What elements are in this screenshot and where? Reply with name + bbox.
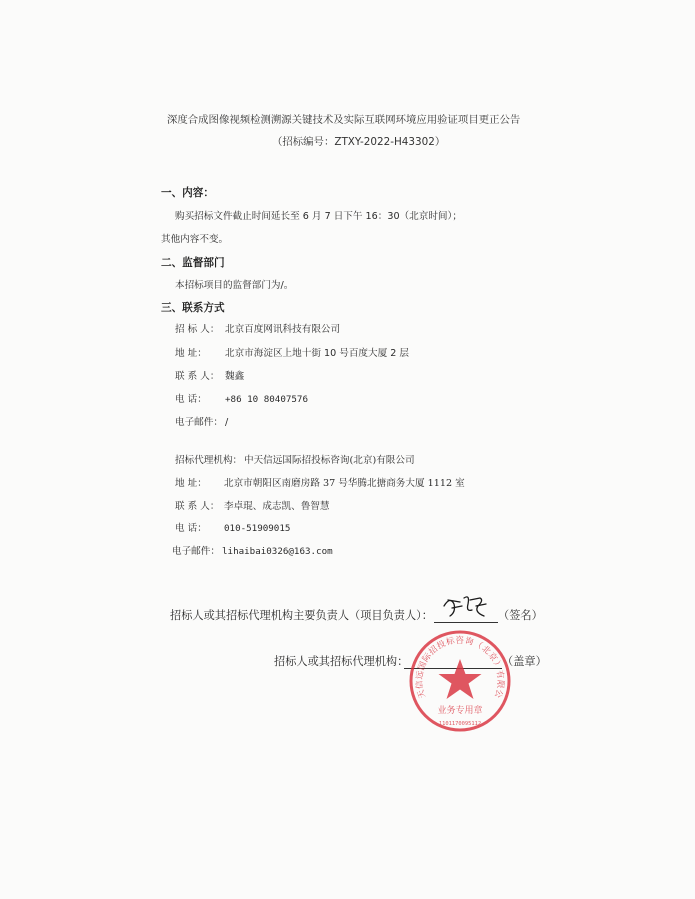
signature-line2-label: 招标人或其招标代理机构： <box>274 655 409 668</box>
tenderer-contact: 魏鑫 <box>225 371 245 382</box>
signature-line1-label: 招标人或其招标代理机构主要负责人（项目负责人）： <box>170 609 433 622</box>
document-title: 深度合成图像视频检测溯源关键技术及实际互联网环境应用验证项目更正公告 <box>167 114 521 126</box>
svg-text:中天信远国际招投标咨询（北京）有限公司: 中天信远国际招投标咨询（北京）有限公司 <box>403 621 507 700</box>
tenderer-contact-label: 联 系 人： <box>175 371 220 382</box>
agency-contact-label: 联 系 人： <box>175 501 220 512</box>
section1-heading: 一、内容： <box>161 187 214 199</box>
tenderer-phone-label: 电 话： <box>175 394 207 405</box>
tenderer-address-label: 地 址： <box>175 348 207 359</box>
tenderer-email-label: 电子邮件： <box>175 417 223 428</box>
agency-phone: 010-51909015 <box>224 523 291 534</box>
tenderer-email: / <box>225 417 229 428</box>
section1-line1: 购买招标文件截止时间延长至 6 月 7 日下午 16：30（北京时间）； <box>175 211 462 222</box>
signature-line1-suffix: （签名） <box>498 609 543 622</box>
section1-line2: 其他内容不变。 <box>161 234 229 245</box>
agency-email: lihaibai0326@163.com <box>222 546 333 557</box>
section2-heading: 二、监督部门 <box>161 257 225 269</box>
svg-text:1101170095112: 1101170095112 <box>438 721 482 727</box>
tenderer-name: 北京百度网讯科技有限公司 <box>225 324 341 335</box>
section3-heading: 三、联系方式 <box>161 302 225 314</box>
handwritten-signature <box>440 592 490 624</box>
agency-name: 中天信远国际招投标咨询(北京)有限公司 <box>244 455 415 466</box>
svg-text:业务专用章: 业务专用章 <box>437 706 483 716</box>
tenderer-name-label: 招 标 人： <box>175 324 220 335</box>
tenderer-address: 北京市海淀区上地十街 10 号百度大厦 2 层 <box>225 348 410 359</box>
agency-address: 北京市朝阳区南磨房路 37 号华腾北搪商务大厦 1112 室 <box>224 478 465 489</box>
tender-number: （招标编号：ZTXY-2022-H43302） <box>272 136 446 148</box>
agency-phone-label: 电 话： <box>175 523 207 534</box>
tenderer-phone: +86 10 80407576 <box>225 394 308 405</box>
agency-name-label: 招标代理机构： <box>175 455 243 466</box>
section2-line1: 本招标项目的监督部门为/。 <box>175 280 294 291</box>
agency-email-label: 电子邮件： <box>172 546 220 557</box>
agency-address-label: 地 址： <box>175 478 207 489</box>
signature-line2-suffix: （盖章） <box>502 655 547 668</box>
agency-contact: 李卓琨、成志凯、鲁智慧 <box>224 501 330 512</box>
company-seal <box>403 621 512 733</box>
